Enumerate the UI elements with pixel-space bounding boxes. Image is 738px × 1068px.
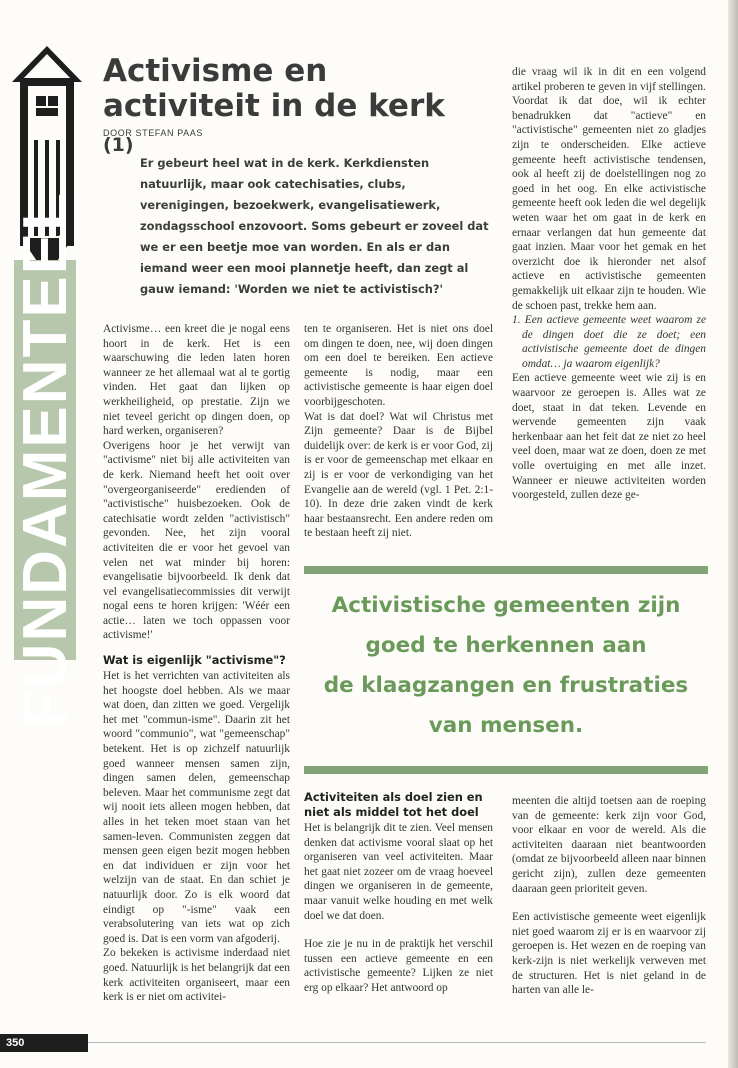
quote-line: van mensen.	[428, 713, 584, 738]
title-number: (1)	[103, 134, 134, 156]
quote-line: Activistische gemeenten zijn	[331, 593, 681, 618]
quote-line: goed te herkennen aan	[365, 633, 647, 658]
thesis-item: 1. Een actieve gemeente weet waarom ze de dingen doet die ze doet; een activistische gemeente doet de dingen omdat… ja waarom eigenlijk?	[512, 314, 706, 370]
footer-rule	[88, 1042, 706, 1043]
page-number: 350	[0, 1034, 88, 1052]
column-lower-middle	[304, 790, 493, 996]
section-heading: Activiteiten als doel zien en niet als middel tot het doel	[304, 790, 483, 819]
column-middle	[304, 322, 493, 541]
section-heading: Wat is eigenlijk "activisme"?	[103, 653, 286, 668]
quote-text	[304, 586, 708, 746]
column-lower-right	[512, 794, 706, 998]
paragraph: Een actieve gemeente weet wie zij is en waarvoor ze geroepen is. Alles wat ze doet, staat in dat teken. Levende en wervende gemeenten zijn vaak herkenbaar aan het feit dat ze niet zo heel veel doen, maar wat ze doen, doen ze met volle overtuiging en met alle inzet. Wanneer er nieuwe activiteiten worden voorgesteld, zullen deze ge-	[512, 372, 706, 502]
paragraph: ten te organiseren. Het is niet ons doel om dingen te doen, nee, wij doen dingen om een doel te bereiken. Een actieve gemeente is nodig, maar een activistische gemeente is haar eigen doel voorbijgeschoten.	[304, 323, 493, 408]
paragraph: Overigens hoor je het verwijt van "activisme" niet bij alle activiteiten van de kerk. Niemand heeft het ooit over "overgeorganiseerde" eredienden of "activistische" huisbezoeken. Ook de catechisatie wordt zelden "activistisch" gevonden. Nee, het zijn vooral activiteiten die er voor het gevoel van velen net wat minder bij horen: evangelisatie bijvoorbeeld. Ik denk dat vel evangelisatiecommissies dit verwijt nogal eens te horen krijgen: 'Wéér een actie… laten we toch oppassen voor activisme!'	[103, 439, 290, 642]
paragraph: meenten die altijd toetsen aan de roeping van de gemeente: kerk zijn voor God, voor elkaar en voor de wereld. Als die activiteiten daaraan niet beantwoorden (omdat ze bijvoorbeeld alleen naar binnen gericht zijn), zullen deze gemeenten daaraan geen prioriteit geven.	[512, 795, 706, 895]
section-label: FUNDAMENTEEL	[11, 191, 80, 729]
paragraph: Zo bekeken is activisme inderdaad niet goed. Natuurlijk is het belangrijk dat een kerk activiteiten organiseert, maar een kerk is er niet om activitei-	[103, 947, 290, 1004]
title-main: Activisme en activiteit in de kerk	[103, 53, 445, 124]
page-binding-shadow	[728, 0, 738, 1068]
paragraph: Wat is dat doel? Wat wil Christus met Zijn gemeente? Daar is de Bijbel duidelijk over: de kerk is er voor God, zij is er voor de gemeenschap met elkaar en zij is er voor de verkondiging van het Evangelie aan de wereld (vgl. 1 Pet. 2:1-10). In deze drie zaken vindt de kerk haar bestaansrecht. Een andere reden om te bestaan heeft zij niet.	[304, 410, 493, 540]
paragraph: Het is het verrichten van activiteiten als het hoogste doel hebben. Als we maar wat doen, dan zitten we goed. Vergelijk het met "commun-isme". Daarin zit het woord "communio", wat "gemeenschap" betekent. Het is op zichzelf natuurlijk goed wanneer mensen samen zijn, dingen samen delen, gemeenschap beleven. Maar het communisme zegt dat wij nooit iets alleen mogen hebben, dat alles in het teken moet staan van het samen-leven. Communisten zeggen dat mensen geen eigen bezit mogen hebben en dat individuen er zijn voor het welzijn van de staat. En dan schiet je natuurlijk door. Zo is elk woord dat eindigt op "-isme" vaak een verabsolutering van iets wat op zich goed is. Dat is een vorm van afgoderij.	[103, 670, 290, 945]
article-title	[103, 54, 483, 163]
paragraph: Activisme… een kreet die je nogal eens hoort in de kerk. Het is een waarschuwing die leden laten horen wanneer ze het allemaal wat al te gortig vinden. Het gaat dan lijken op werkheiligheid, op prestatie. Zijn we niet teveel gericht op dingen doen, op hard werken, organiseren?	[103, 323, 290, 438]
column-left	[103, 322, 290, 1005]
paragraph: Een activistische gemeente weet eigenlijk niet goed waarom zij er is en waarvoor zij geroepen is. Het wezen en de roeping van kerk-zijn is niet werkelijk verweven met de structuren. Het is niet geland in de harten van alle le-	[512, 911, 706, 997]
paragraph: die vraag wil ik in dit en een volgend artikel proberen te geven in vijf stellingen.	[512, 66, 706, 93]
quote-rule-top	[304, 566, 708, 574]
paragraph: Het is belangrijk dit te zien. Veel mensen denken dat activisme vooral slaat op het organiseren van veel activiteiten. Maar het gaat niet zozeer om de vraag hoeveel dingen we organiseren in de gemeente, maar vanuit welke houding en met welk doel we dat doen.	[304, 822, 493, 922]
byline: DOOR STEFAN PAAS	[103, 128, 203, 138]
column-right	[512, 65, 706, 503]
paragraph: Voordat ik dat doe, wil ik echter benadrukken dat "actieve" en "activistische" gemeenten niet zo gladjes zijn te onderscheiden. Elke actieve gemeente heeft activistische tendensen, ook al heeft zij de doelstellingen nog zo goed in het oog. En elke activistische gemeente heeft ook leden die wel degelijk weten waar het om gaat in de kerk en ernaar verlangen dat hun gemeente dat gaat inzien. Maar voor het gemak en het overzicht doe ik hieronder net alsof actieve en activistische gemeenten gemakkelijk uit elkaar zijn te houden. Wie de schoen past, trekke hem aan.	[512, 95, 706, 312]
paragraph: Hoe zie je nu in de praktijk het verschil tussen een actieve gemeente en een activistische gemeente? Lijken ze niet erg op elkaar? Het antwoord op	[304, 938, 493, 994]
intro-lead: Er gebeurt heel wat in de kerk. Kerkdiensten natuurlijk, maar ook catechisaties, clubs, verenigingen, bezoekwerk, evangelisatiewerk, zondagsschool enzovoort. Soms gebeurt er zoveel dat we er een beetje moe van worden. En als er dan iemand weer een mooi plannetje heeft, dan zegt al gauw iemand: 'Worden we niet te activistisch?'	[140, 156, 489, 296]
pull-quote	[304, 566, 708, 774]
quote-line: de klaagzangen en frustraties	[323, 673, 689, 698]
quote-rule-bottom	[304, 766, 708, 774]
